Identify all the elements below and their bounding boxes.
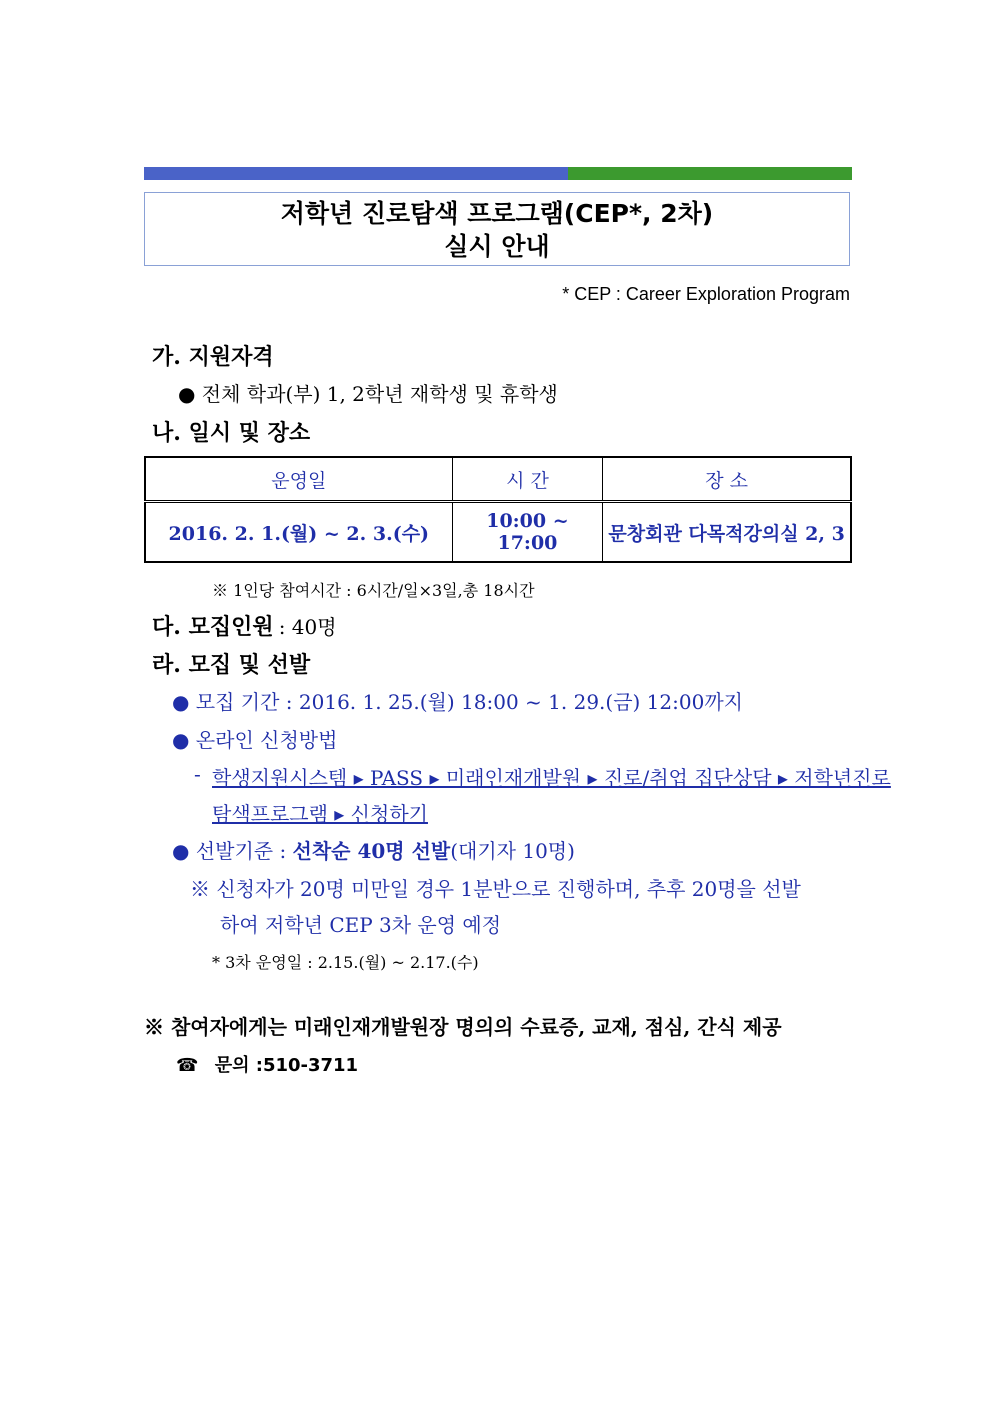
third-schedule-note: * 3차 운영일 : 2.15.(월) ~ 2.17.(수): [212, 953, 479, 972]
path-dash: -: [194, 762, 201, 786]
recruit-period: ● 모집 기간 : 2016. 1. 25.(월) 18:00 ~ 1. 29.(금) 12:00까지: [172, 690, 743, 714]
recruit-count-heading: 다. 모집인원: [152, 614, 274, 640]
cell-date: 2016. 2. 1.(월) ~ 2. 3.(수): [145, 502, 452, 563]
cell-place: 문창회관 다목적강의실 2, 3: [603, 502, 851, 563]
schedule-table: [144, 456, 852, 563]
title-box: [144, 192, 850, 266]
criteria-prefix: ● 선발기준 :: [172, 839, 293, 863]
online-method: ● 온라인 신청방법: [172, 728, 338, 752]
application-path-line2[interactable]: 탐색프로그램 ▸ 신청하기: [212, 802, 428, 826]
cep-footnote: * CEP : Career Exploration Program: [562, 284, 850, 304]
document-title: 저학년 진로탐색 프로그램(CEP*, 2차): [280, 199, 714, 228]
criteria-suffix: (대기자 10명): [450, 839, 575, 863]
application-path-line1[interactable]: 학생지원시스템 ▸ PASS ▸ 미래인재개발원 ▸ 진로/취업 집단상담 ▸ 저학년진로: [212, 766, 891, 790]
remark-line1: ※ 신청자가 20명 미만일 경우 1분반으로 진행하며, 추후 20명을 선발: [190, 877, 801, 901]
header-bar-green: [568, 167, 852, 180]
contact-line: [176, 1051, 358, 1077]
table-header-row: [145, 457, 851, 502]
header-place: 장 소: [603, 457, 851, 502]
section-eligibility-heading: 가. 지원자격: [152, 344, 274, 370]
participation-note: ※ 1인당 참여시간 : 6시간/일×3일,총 18시간: [212, 581, 535, 600]
section-schedule-heading: 나. 일시 및 장소: [152, 420, 311, 446]
remark-line2: 하여 저학년 CEP 3차 운영 예정: [220, 913, 502, 937]
phone-icon: ☎: [176, 1055, 199, 1076]
cell-time: 10:00 ~ 17:00: [452, 502, 603, 563]
header-bar-blue: [144, 167, 568, 180]
document-subtitle: 실시 안내: [444, 232, 550, 261]
recruit-count-value: : 40명: [278, 615, 337, 639]
eligibility-item: ● 전체 학과(부) 1, 2학년 재학생 및 휴학생: [178, 382, 558, 406]
header-date: 운영일: [145, 457, 452, 502]
section-recruit-count: [152, 610, 337, 641]
benefits-note: ※ 참여자에게는 미래인재개발원장 명의의 수료증, 교재, 점심, 간식 제공: [144, 1015, 782, 1039]
table-row: [145, 502, 851, 563]
section-selection-heading: 라. 모집 및 선발: [152, 652, 311, 678]
contact-label: 문의 :510-3711: [214, 1055, 359, 1076]
header-time: 시 간: [452, 457, 603, 502]
selection-criteria: [172, 835, 575, 864]
criteria-bold: 선착순 40명 선발: [292, 839, 451, 863]
